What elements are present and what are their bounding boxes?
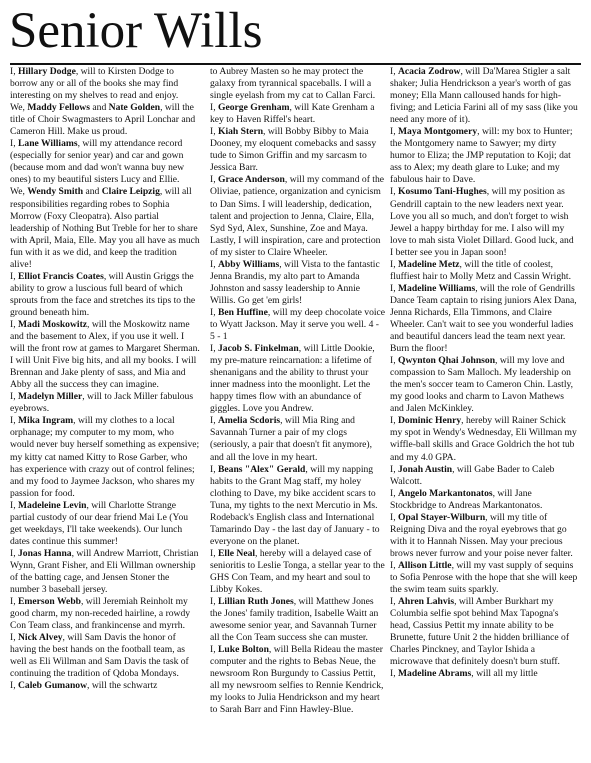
will-text: , will the role of Gendrills Dance Team captain to rising juniors Alex Dana, Jenna Richards, Ella Timmons, and Claire Wheeler. Can't wait to see you wonderful ladies and beautiful dancers lead the team next year. Burn the floor! <box>390 282 577 355</box>
will-entry <box>210 174 386 258</box>
senior-name: Beans "Alex" Gerald <box>218 463 306 475</box>
will-text: , will the title of Choir Swagmasters to April Lonchar and Cameron Hill. Make us proud. <box>10 102 196 138</box>
will-text: I, <box>390 559 398 571</box>
will-text: , will Kate Grenham a key to Haven Riffel's heart. <box>210 102 375 126</box>
senior-name: George Grenham <box>218 102 290 114</box>
will-text: , will all my little <box>471 668 538 680</box>
senior-name: Opal Stayer-Wilburn <box>398 511 486 523</box>
senior-name: Jacob S. Finkelman <box>218 343 299 355</box>
senior-name: Qwynton Qhai Johnson <box>398 355 496 367</box>
will-text: , will my vast supply of sequins to Sofia Penrose with the hope that she will keep the swim team suits sparkly. <box>390 559 578 596</box>
senior-name: Luke Bolton <box>218 644 269 656</box>
senior-name: Ben Huffine <box>218 306 268 318</box>
will-text: , will Austin Griggs the ability to grow a luscious full beard of which sprouts from the face and stretches its tips to the ground beneath him. <box>10 270 196 318</box>
will-entry <box>390 186 579 258</box>
will-entry <box>10 548 200 596</box>
will-text: , will all responsibilities regarding robes to Sophia Morrow (Foxy Cleopatra). Also partial leadership of Nothing But Treble for her to share with April, Maia, Elle. May you all have as much fun with it as we did, and keep the tradition alive! <box>10 186 200 270</box>
will-text: I, <box>390 186 398 198</box>
will-text: I, <box>10 547 18 559</box>
will-entry <box>210 415 386 463</box>
will-entry <box>210 307 386 343</box>
will-text: , will my love and compassion to Sam Malloch. My leadership on the men's soccer team to Cameron Chin. Lastly, my good looks and charm to Lavon Mathews and Jalen McKinkley. <box>390 355 574 415</box>
will-entry <box>210 259 386 307</box>
senior-name: Madeline Metz <box>398 258 460 270</box>
will-text: , hereby will a delayed case of senioritis to Leslie Tonga, a stellar year to the GHS Con Team, and my heart and soul to Libby Kokes. <box>210 547 385 596</box>
senior-name: Grace Anderson <box>218 174 285 186</box>
column-1 <box>10 66 200 763</box>
senior-name: Elliot Francis Coates <box>18 270 104 282</box>
column-3 <box>390 66 579 763</box>
will-text: I, <box>10 680 18 692</box>
will-text: , will my command of the Oliviae, patience, organization and cynicism to Dan Sims. I will leadership, dedication, talent and projection to Jenna, Claire, Ella, Syd Syd, Alex, Sunshine, Zoe and Maya. Lastly, I will inspiration, care and protection of my sister to Claire Wheeler. <box>210 174 385 258</box>
senior-name: Jonas Hanna <box>18 547 72 559</box>
will-text: , will Bobby Bibby to Maia Dooney, my eloquent comebacks and sassy tude to Simon Griffin and my sarcasm to Jessica Barr. <box>210 126 377 174</box>
will-entry <box>10 415 200 499</box>
will-text: I, <box>10 415 18 427</box>
senior-name: Lane Williams <box>18 138 78 150</box>
will-entry <box>10 632 200 680</box>
will-text: I, <box>390 668 398 680</box>
will-entry <box>390 259 579 283</box>
will-text: I, <box>10 318 18 330</box>
senior-name: Madeleine Levin <box>18 499 87 511</box>
will-text: I, <box>210 547 218 559</box>
will-text: I, <box>390 282 398 294</box>
will-text: I, <box>390 415 398 427</box>
will-text: I, <box>390 596 398 608</box>
will-text: , will: my box to Hunter; the Montgomery name to Sawyer; my dirty humor to Eliza; the JMP reputation to Koji; dat ass to Alex; my death glare to Luke; and my fabulous hair to Dave. <box>390 126 573 186</box>
senior-name: Kosumo Tani-Hughes <box>398 186 487 198</box>
will-text: I, <box>210 415 218 427</box>
senior-name: Madeline Williams <box>398 282 476 294</box>
will-text: , will to Kirsten Dodge to borrow any or all of the books she may find interesting on my shelves to read and enjoy. <box>10 66 179 102</box>
will-entry <box>210 596 386 644</box>
will-entry <box>10 138 200 186</box>
senior-name: Claire Leipzig <box>101 186 160 198</box>
will-text: , will Jeremiah Reinholt my good charm, my non-receded hairline, a rowdy Con Team class, and frankincense and myrrh. <box>10 596 191 632</box>
will-text: I, <box>10 66 18 77</box>
will-text: I, <box>210 596 218 608</box>
senior-name: Caleb Gumanow <box>18 680 88 692</box>
will-text: , will my napping habits to the Grant Mag staff, my holey clothing to Dave, my bike accident scars to Tuna, my tights to the next Mercutio in Ms. Rodeback's English class and International Tamarindo Day - the last day of January - to everyone on the planet. <box>210 463 380 547</box>
will-text: We, <box>10 186 28 198</box>
will-text: , will Gabe Bader to Caleb Walcott. <box>390 463 555 487</box>
senior-name: Emerson Webb <box>18 596 81 608</box>
will-entry <box>10 186 200 270</box>
senior-name: Dominic Henry <box>398 415 462 427</box>
will-text: I, <box>390 66 398 77</box>
will-entry <box>210 343 386 415</box>
will-entry <box>210 126 386 174</box>
senior-name: Wendy Smith <box>27 186 84 198</box>
will-entry <box>390 464 579 488</box>
senior-name: Maya Montgomery <box>398 126 478 138</box>
will-text: , will Amber Burkhart my Columbia selfie spot behind Max Tapogna's head, Cassius Pettit my innate ability to be Brunette, future Unit 2 the hidden brilliance of Charles Pinckney, and Taylor Ishida a microwave that definitely doesn't burn stuff. <box>390 596 570 668</box>
will-entry <box>390 415 579 463</box>
will-entry <box>210 464 386 548</box>
senior-name: Allison Little <box>398 559 452 571</box>
will-text: We, <box>10 102 28 114</box>
senior-name: Jonah Austin <box>398 463 453 475</box>
senior-name: Nate Golden <box>108 102 161 114</box>
will-text: I, <box>390 463 398 475</box>
will-text: , will Jane Stockbridge to Andreas Markantonatos. <box>390 487 543 511</box>
will-text: I, <box>210 644 218 656</box>
will-text: , will Vista to the fantastic Jenna Brandis, my alto part to Amanda Johnston and sassy leadership to Annie Willis. Go get 'em girls! <box>210 258 380 306</box>
senior-name: Nick Alvey <box>18 632 63 644</box>
senior-name: Ahren Lahvis <box>398 596 455 608</box>
will-text: I, <box>10 391 18 403</box>
will-entry <box>390 488 579 512</box>
senior-name: Maddy Fellows <box>27 102 90 114</box>
will-text: I, <box>10 499 18 511</box>
will-entry <box>390 283 579 355</box>
will-text: I, <box>390 126 398 138</box>
will-text: , will my clothes to a local orphanage; my computer to my mom, who would never buy herself something as expensive; my kitty cat named Kitty to Rose Garber, who has experience with crazy out of control felines; and my food to Jaymee Jackson, who shares my passion for food. <box>10 415 200 499</box>
will-entry <box>210 66 386 102</box>
senior-name: Madi Moskowitz <box>18 318 88 330</box>
senior-name: Hillary Dodge <box>18 66 76 77</box>
will-text: I, <box>210 126 218 138</box>
will-text: , will my title of Reigning Diva and the royal eyebrows that go with it to Hannah Nissen. May your precious brows never furrow and your poise never falter. <box>390 511 573 559</box>
will-text: , will my attendance record (especially for senior year) and car and gown (because mom and dad won't wanna buy new ones) to my beautiful sisters Lucy and Ellie. <box>10 138 185 186</box>
will-entry <box>210 548 386 596</box>
will-text: I, <box>10 632 18 644</box>
will-text: , will Charlotte Strange partial custody of our dear friend Mai Le (You get weekdays, I'll take weekends). Our lunch dates continue this summer! <box>10 499 189 547</box>
will-text: , will Andrew Marriott, Christian Wynn, Grant Fisher, and Eli Willman ownership of the batting cage, and Jensen Stoner the number 3 baseball jersey. <box>10 547 199 596</box>
senior-name: Madeline Abrams <box>398 668 472 680</box>
will-text: , will my position as Gendrill captain to the new leaders next year. Love you all so much, and don't forget to wish Jewel a happy birthday for me. I also will my love to mah sista Violet Dillard. Good luck, and I better see you in Japan soon! <box>390 186 574 258</box>
will-text: I, <box>10 270 18 282</box>
will-entry <box>390 126 579 186</box>
page-title: Senior Wills <box>9 3 263 59</box>
will-text: , will the Moskowitz name and the basement to Alex, if you use it well. I will the front row at games to Margaret Sherman. I will Unit Five big hits, and all my books. I will Brennan and Jake plenty of sass, and Mia and Abby all the success they can imagine. <box>10 318 200 391</box>
will-text: I, <box>210 258 218 270</box>
will-entry <box>10 319 200 391</box>
will-text: I, <box>10 138 18 150</box>
column-2 <box>210 66 386 763</box>
will-text: I, <box>390 258 398 270</box>
will-text: I, <box>210 463 218 475</box>
will-entry <box>390 596 579 668</box>
will-entry <box>10 102 200 138</box>
senior-name: Acacia Zodrow <box>398 66 461 77</box>
will-entry <box>10 500 200 548</box>
will-text: and <box>89 102 109 114</box>
will-entry <box>390 668 579 680</box>
title-divider <box>10 63 581 65</box>
senior-name: Mika Ingram <box>18 415 74 427</box>
will-entry <box>10 271 200 319</box>
will-text: , will Bella Rideau the master computer and the rights to Bebas Neue, the newsroom Ron Burgundy to Cassius Pettit, all my newsroom selfies to Rennie Kendrick, my looks to Julia Hendrickson and my heart to Sarah Barr and Finn Hawley-Blue. <box>210 644 384 716</box>
will-text: I, <box>210 102 218 114</box>
will-text: , will Da'Marea Stigler a salt shaker; Julia Hendrickson a year's worth of gas money; Ella Mann calloused hands for high-fiving; and Leticia Farini all of my sass (like you need any more of it). <box>390 66 578 126</box>
will-text: , will the title of coolest, fluffiest hair to Molly Metz and Cassin Wright. <box>390 258 571 282</box>
will-text: I, <box>210 343 218 355</box>
will-text: , will Matthew Jones the Jones' family tradition, Isabelle Waitt an awesome senior year, and Savannah Turner all the Con Team success she can muster. <box>210 596 379 644</box>
will-text: I, <box>210 306 218 318</box>
will-entry <box>210 644 386 716</box>
will-text: , will Mia Ring and Savannah Turner a pair of my clogs (seriously, a pair that doesn't fit anymore), and all the love in my heart. <box>210 415 373 463</box>
will-entry <box>390 560 579 596</box>
senior-name: Lillian Ruth Jones <box>218 596 294 608</box>
will-entry <box>390 512 579 560</box>
senior-name: Madelyn Miller <box>18 391 83 403</box>
senior-name: Kiah Stern <box>218 126 264 138</box>
will-text: , will the schwartz <box>87 680 158 692</box>
senior-name: Amelia Scdoris <box>218 415 281 427</box>
will-text: , will Little Dookie, my pre-mature reincarnation: a lifetime of shenanigans and the ability to thrust your inner madness into the moonlight. Let the happy times flow with an abundance of giggles. Love you Andrew. <box>210 343 375 415</box>
senior-name: Elle Neal <box>218 547 256 559</box>
will-entry <box>210 102 386 126</box>
will-text: , hereby will Rainer Schick my spot in Wendy's Wednesday, Eli Willman my wiffle-ball skills and Grace Goldrich the hot tub and my 4.0 GPA. <box>390 415 577 463</box>
will-entry <box>10 680 200 692</box>
will-text: I, <box>390 511 398 523</box>
will-text: to Aubrey Masten so he may protect the galaxy from tyrannical spaceballs. I will a single eyelash from my cat to Callan Farci. <box>210 66 376 102</box>
will-text: , will Sam Davis the honor of having the best hands on the football team, as well as Eli Willman and Sam Davis the task of continuing the tradition of Qdoba Mondays. <box>10 632 189 680</box>
will-entry <box>10 66 200 102</box>
will-text: and <box>83 186 102 198</box>
will-entry <box>390 66 579 126</box>
will-entry <box>10 391 200 415</box>
will-text: I, <box>10 596 18 608</box>
will-entry <box>10 596 200 632</box>
will-text: I, <box>390 487 398 499</box>
senior-name: Angelo Markantonatos <box>398 487 493 499</box>
senior-name: Abby Williams <box>218 258 280 270</box>
will-text: I, <box>210 174 218 186</box>
will-text: , will to Jack Miller fabulous eyebrows. <box>10 391 194 415</box>
will-text: , will my deep chocolate voice to Wyatt Jackson. May it serve you well. 4 - 5 - 1 <box>210 306 386 343</box>
will-text: I, <box>390 355 398 367</box>
will-entry <box>390 355 579 415</box>
